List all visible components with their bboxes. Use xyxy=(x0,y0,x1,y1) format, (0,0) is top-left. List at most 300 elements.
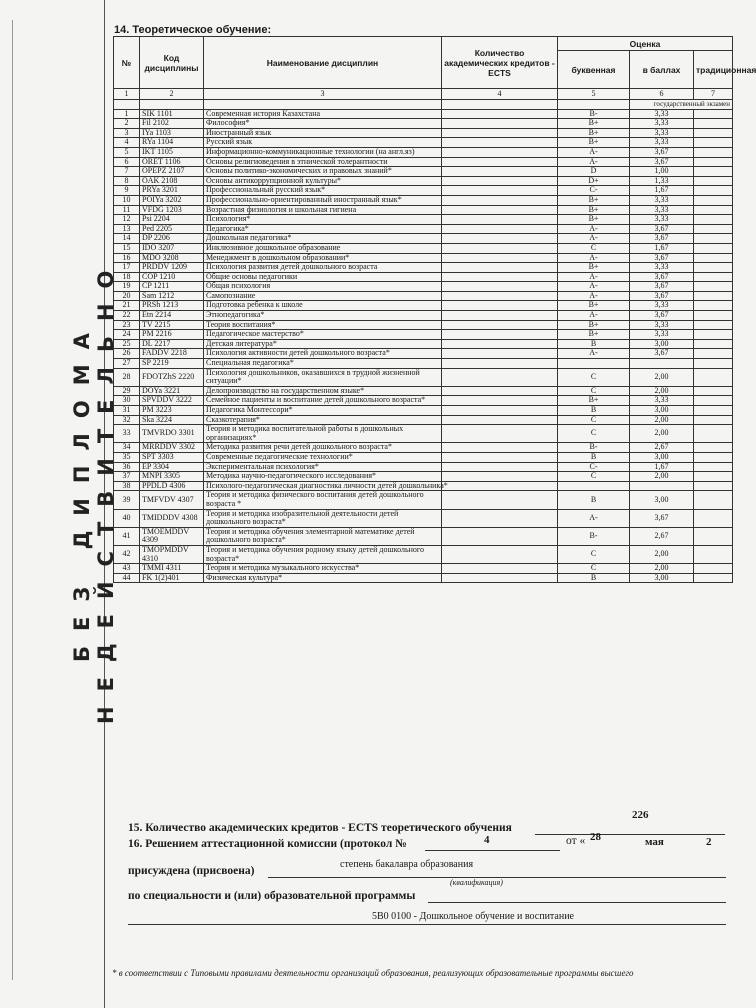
footer-spec xyxy=(128,890,415,902)
row-credits xyxy=(442,406,558,416)
row-name: Сказкотерапия* xyxy=(204,415,442,425)
row-name: Психология дошкольников, оказавшихся в трудной жизненной ситуации* xyxy=(204,368,442,386)
row-name: Современная история Казахстана xyxy=(204,109,442,119)
row-name: Теория и методика обучения элементарной математике детей дошкольного возраста* xyxy=(204,527,442,545)
row-trad xyxy=(694,195,733,205)
row-letter: C xyxy=(558,564,630,574)
row-code: SPT 3303 xyxy=(140,452,204,462)
header-trad: традиционная xyxy=(694,51,733,89)
col-number: 5 xyxy=(558,89,630,100)
table-row xyxy=(114,368,733,386)
section-title: 14. Теоретическое обучение: xyxy=(114,24,272,36)
row-trad xyxy=(694,301,733,311)
row-points xyxy=(630,481,694,491)
row-points: 2,67 xyxy=(630,527,694,545)
row-num: 12 xyxy=(114,215,140,225)
header-letter: буквенная xyxy=(558,51,630,89)
row-code: Psi 2204 xyxy=(140,215,204,225)
row-letter: B- xyxy=(558,109,630,119)
row-trad xyxy=(694,509,733,527)
degree-note: (квалификация) xyxy=(450,878,503,887)
row-letter: B xyxy=(558,491,630,509)
row-credits xyxy=(442,301,558,311)
margin-line-outer xyxy=(12,20,13,980)
row-num: 20 xyxy=(114,291,140,301)
row-name: Педагогика Монтессори* xyxy=(204,406,442,416)
row-credits xyxy=(442,291,558,301)
row-letter: B xyxy=(558,406,630,416)
row-letter: B+ xyxy=(558,128,630,138)
row-letter: A- xyxy=(558,157,630,167)
total-credits: 226 xyxy=(632,809,649,821)
row-name: Общие основы педагогики xyxy=(204,272,442,282)
row-code: DOYa 3221 xyxy=(140,386,204,396)
row-name: Методика развития речи детей дошкольного возраста* xyxy=(204,443,442,453)
row-name: Физическая культура* xyxy=(204,573,442,583)
row-code: TMMI 4311 xyxy=(140,564,204,574)
header-points: в баллах xyxy=(630,51,694,89)
row-credits xyxy=(442,119,558,129)
row-credits xyxy=(442,339,558,349)
row-letter: B+ xyxy=(558,263,630,273)
row-trad xyxy=(694,167,733,177)
row-points: 3,33 xyxy=(630,205,694,215)
row-code: IDO 3207 xyxy=(140,243,204,253)
row-credits xyxy=(442,167,558,177)
row-code: SIK 1101 xyxy=(140,109,204,119)
footer-prisv xyxy=(128,865,254,877)
row-trad xyxy=(694,224,733,234)
row-name: Профессиональный русский язык* xyxy=(204,186,442,196)
row-num: 24 xyxy=(114,330,140,340)
row-name: Самопознание xyxy=(204,291,442,301)
row-num: 19 xyxy=(114,282,140,292)
row-code: VFDG 1203 xyxy=(140,205,204,215)
row-points: 3,33 xyxy=(630,195,694,205)
row-points: 1,67 xyxy=(630,243,694,253)
row-num: 17 xyxy=(114,263,140,273)
row-name: Русский язык xyxy=(204,138,442,148)
row-code: PRSh 1213 xyxy=(140,301,204,311)
grades-table xyxy=(113,36,756,583)
row-name: Иностранный язык xyxy=(204,128,442,138)
row-trad xyxy=(694,491,733,509)
table-row xyxy=(114,311,733,321)
row-letter: C xyxy=(558,243,630,253)
row-trad xyxy=(694,186,733,196)
row-num: 6 xyxy=(114,157,140,167)
row-code: FK 1(2)401 xyxy=(140,573,204,583)
table-row xyxy=(114,491,733,509)
table-row xyxy=(114,282,733,292)
row-code: DP 2206 xyxy=(140,234,204,244)
row-credits xyxy=(442,224,558,234)
row-num: 33 xyxy=(114,425,140,443)
row-trad xyxy=(694,205,733,215)
row-code: OAK 2108 xyxy=(140,176,204,186)
row-num: 38 xyxy=(114,481,140,491)
row-name: Методика научно-педагогического исследования* xyxy=(204,472,442,482)
row-name: Философия* xyxy=(204,119,442,129)
row-name: Основы религиоведения в этнической толерантности xyxy=(204,157,442,167)
row-num: 3 xyxy=(114,128,140,138)
table-row xyxy=(114,573,733,583)
row-points: 3,00 xyxy=(630,406,694,416)
row-num: 44 xyxy=(114,573,140,583)
row-name: Основы антикоррупционной культуры* xyxy=(204,176,442,186)
row-points: 3,67 xyxy=(630,253,694,263)
row-points: 3,00 xyxy=(630,573,694,583)
table-row xyxy=(114,167,733,177)
row-code: MRRDDV 3302 xyxy=(140,443,204,453)
table-row xyxy=(114,215,733,225)
col-number: 7 xyxy=(694,89,733,100)
row-name: Общая психология xyxy=(204,282,442,292)
footer-line-16 xyxy=(128,838,407,850)
row-name: Современные педагогические технологии* xyxy=(204,452,442,462)
row-trad xyxy=(694,443,733,453)
row-num: 32 xyxy=(114,415,140,425)
row-letter: B+ xyxy=(558,119,630,129)
row-code: Ska 3224 xyxy=(140,415,204,425)
row-letter: D+ xyxy=(558,176,630,186)
row-credits xyxy=(442,253,558,263)
row-trad xyxy=(694,215,733,225)
row-letter: B xyxy=(558,452,630,462)
row-num: 18 xyxy=(114,272,140,282)
row-credits xyxy=(442,157,558,167)
row-letter: B+ xyxy=(558,320,630,330)
row-letter: C xyxy=(558,415,630,425)
row-credits xyxy=(442,205,558,215)
row-num: 21 xyxy=(114,301,140,311)
table-row xyxy=(114,425,733,443)
table-row xyxy=(114,545,733,563)
row-num: 7 xyxy=(114,167,140,177)
row-credits xyxy=(442,545,558,563)
row-code: PRYa 3201 xyxy=(140,186,204,196)
spec-underline xyxy=(428,902,726,903)
table-row xyxy=(114,472,733,482)
row-credits xyxy=(442,425,558,443)
footer-line-15 xyxy=(128,822,512,834)
row-points: 3,33 xyxy=(630,138,694,148)
row-trad xyxy=(694,545,733,563)
row-points: 2,00 xyxy=(630,472,694,482)
row-name: Психология развития детей дошкольного возраста xyxy=(204,263,442,273)
credits-underline xyxy=(535,834,725,835)
table-row xyxy=(114,330,733,340)
row-trad xyxy=(694,320,733,330)
protocol-year: 2 xyxy=(706,836,712,848)
row-letter: A- xyxy=(558,291,630,301)
row-points: 3,67 xyxy=(630,509,694,527)
row-code: MDO 3208 xyxy=(140,253,204,263)
row-letter: B+ xyxy=(558,195,630,205)
row-name: Дошкольная педагогика* xyxy=(204,234,442,244)
row-trad xyxy=(694,157,733,167)
column-number-row xyxy=(114,89,733,100)
row-num: 43 xyxy=(114,564,140,574)
row-trad xyxy=(694,109,733,119)
row-points: 1,67 xyxy=(630,186,694,196)
row-code: IYa 1103 xyxy=(140,128,204,138)
header-credits: Количество академических кредитов - ECTS xyxy=(442,37,558,89)
row-name: Теория воспитания* xyxy=(204,320,442,330)
spec-text: 5В0 0100 - Дошкольное обучение и воспитание xyxy=(372,911,574,922)
row-credits xyxy=(442,368,558,386)
row-code: MNPI 3305 xyxy=(140,472,204,482)
row-credits xyxy=(442,272,558,282)
row-name: Этнопедагогика* xyxy=(204,311,442,321)
row-points: 3,67 xyxy=(630,291,694,301)
row-num: 28 xyxy=(114,368,140,386)
row-name: Теория и методика обучения родному языку детей дошкольного возраста* xyxy=(204,545,442,563)
row-points: 2,00 xyxy=(630,545,694,563)
row-code: Sam 1212 xyxy=(140,291,204,301)
row-points: 3,33 xyxy=(630,320,694,330)
row-letter: B- xyxy=(558,527,630,545)
row-num: 14 xyxy=(114,234,140,244)
table-row xyxy=(114,147,733,157)
row-points: 3,33 xyxy=(630,263,694,273)
row-letter: C xyxy=(558,472,630,482)
row-letter: B- xyxy=(558,443,630,453)
row-name: Педагогическое мастерство* xyxy=(204,330,442,340)
row-trad xyxy=(694,128,733,138)
table-row xyxy=(114,119,733,129)
row-num: 1 xyxy=(114,109,140,119)
row-letter: D xyxy=(558,167,630,177)
row-trad xyxy=(694,138,733,148)
row-code: PRDDV 1209 xyxy=(140,263,204,273)
row-credits xyxy=(442,462,558,472)
row-code: PM 2216 xyxy=(140,330,204,340)
row-letter: B xyxy=(558,573,630,583)
row-num: 29 xyxy=(114,386,140,396)
row-num: 16 xyxy=(114,253,140,263)
row-trad xyxy=(694,386,733,396)
row-num: 35 xyxy=(114,452,140,462)
table-row xyxy=(114,195,733,205)
row-code: ORET 1106 xyxy=(140,157,204,167)
row-name: Психолого-педагогическая диагностика личности детей дошкольника* xyxy=(204,481,442,491)
row-letter: A- xyxy=(558,282,630,292)
row-trad xyxy=(694,368,733,386)
row-name: Специальная педагогика* xyxy=(204,359,442,369)
row-num: 23 xyxy=(114,320,140,330)
row-letter: B+ xyxy=(558,301,630,311)
row-num: 25 xyxy=(114,339,140,349)
spec-label: по специальности и (или) образовательной программы xyxy=(128,890,416,902)
row-letter: A- xyxy=(558,253,630,263)
row-points: 3,33 xyxy=(630,396,694,406)
protocol-number: 4 xyxy=(484,834,490,846)
row-credits xyxy=(442,138,558,148)
row-trad xyxy=(694,527,733,545)
footnote: * в соответствии с Типовыми правилами деятельности организаций образования, реализующих образовательные программы высшего xyxy=(112,968,634,978)
row-credits xyxy=(442,147,558,157)
row-credits xyxy=(442,491,558,509)
commission-label: 16. Решением аттестационной комиссии (протокол № xyxy=(128,838,407,850)
row-num: 34 xyxy=(114,443,140,453)
protocol-day: 28 xyxy=(590,831,601,843)
row-num: 26 xyxy=(114,349,140,359)
row-code: SP 2219 xyxy=(140,359,204,369)
row-code: TMOPMDDV 4310 xyxy=(140,545,204,563)
table-row xyxy=(114,527,733,545)
row-credits xyxy=(442,396,558,406)
row-letter: B+ xyxy=(558,205,630,215)
table-row xyxy=(114,186,733,196)
row-points: 2,00 xyxy=(630,564,694,574)
row-credits xyxy=(442,243,558,253)
state-exam-label: государственный экзамен xyxy=(630,100,733,110)
row-points: 3,00 xyxy=(630,491,694,509)
row-name: Педагогика* xyxy=(204,224,442,234)
row-points: 3,67 xyxy=(630,349,694,359)
row-letter xyxy=(558,359,630,369)
row-num: 4 xyxy=(114,138,140,148)
row-code: COP 1210 xyxy=(140,272,204,282)
row-points: 3,33 xyxy=(630,109,694,119)
row-trad xyxy=(694,462,733,472)
row-points xyxy=(630,359,694,369)
row-points: 3,33 xyxy=(630,128,694,138)
row-trad xyxy=(694,253,733,263)
col-number: 3 xyxy=(204,89,442,100)
row-points: 3,33 xyxy=(630,119,694,129)
row-credits xyxy=(442,263,558,273)
row-num: 36 xyxy=(114,462,140,472)
row-trad xyxy=(694,564,733,574)
row-trad xyxy=(694,147,733,157)
row-code: Etn 2214 xyxy=(140,311,204,321)
degree-text: степень бакалавра образования xyxy=(340,859,474,870)
row-name: Менеджмент в дошкольном образовании* xyxy=(204,253,442,263)
row-name: Основы политико-экономических и правовых знаний* xyxy=(204,167,442,177)
row-code: TMOEMDDV 4309 xyxy=(140,527,204,545)
row-credits xyxy=(442,186,558,196)
row-code: PPDLD 4306 xyxy=(140,481,204,491)
header-grade-group: Оценка xyxy=(558,37,733,51)
row-code: TMIDDDV 4308 xyxy=(140,509,204,527)
row-trad xyxy=(694,452,733,462)
row-credits xyxy=(442,349,558,359)
row-letter: C xyxy=(558,386,630,396)
row-name: Подготовка ребенка к школе xyxy=(204,301,442,311)
row-code: IKT 1105 xyxy=(140,147,204,157)
row-trad xyxy=(694,573,733,583)
row-credits xyxy=(442,195,558,205)
row-letter: A- xyxy=(558,272,630,282)
row-num: 22 xyxy=(114,311,140,321)
table-row xyxy=(114,234,733,244)
row-letter: C xyxy=(558,425,630,443)
row-letter: A- xyxy=(558,147,630,157)
row-name: Психология* xyxy=(204,215,442,225)
row-name: Детская литература* xyxy=(204,339,442,349)
row-points: 3,67 xyxy=(630,272,694,282)
row-name: Теория и методика воспитательной работы в дошкольных организациях* xyxy=(204,425,442,443)
protocol-month: мая xyxy=(645,836,664,848)
row-code: CP 1211 xyxy=(140,282,204,292)
row-credits xyxy=(442,311,558,321)
row-credits xyxy=(442,415,558,425)
row-trad xyxy=(694,330,733,340)
row-code: TMFVDV 4307 xyxy=(140,491,204,509)
row-code: PM 3223 xyxy=(140,406,204,416)
row-name: Теория и методика музыкального искусства* xyxy=(204,564,442,574)
row-letter: A- xyxy=(558,349,630,359)
row-letter: A- xyxy=(558,224,630,234)
row-code: DL 2217 xyxy=(140,339,204,349)
row-num: 11 xyxy=(114,205,140,215)
row-code: TV 2215 xyxy=(140,320,204,330)
row-credits xyxy=(442,128,558,138)
row-points: 1,67 xyxy=(630,462,694,472)
row-letter: A- xyxy=(558,509,630,527)
row-points: 3,67 xyxy=(630,147,694,157)
row-trad xyxy=(694,425,733,443)
row-code: SPVDDV 3222 xyxy=(140,396,204,406)
row-credits xyxy=(442,452,558,462)
row-code: TMVRDO 3301 xyxy=(140,425,204,443)
row-code: RYa 1104 xyxy=(140,138,204,148)
table-row xyxy=(114,509,733,527)
row-letter: C xyxy=(558,368,630,386)
row-trad xyxy=(694,406,733,416)
state-exam-row xyxy=(114,100,733,110)
row-trad xyxy=(694,263,733,273)
row-credits xyxy=(442,320,558,330)
row-num: 2 xyxy=(114,119,140,129)
row-points: 1,33 xyxy=(630,176,694,186)
row-code: FDOTZhS 2220 xyxy=(140,368,204,386)
header-code: Код дисциплины xyxy=(140,37,204,89)
row-trad xyxy=(694,349,733,359)
row-credits xyxy=(442,359,558,369)
row-name: Возрастная физиология и школьная гигиена xyxy=(204,205,442,215)
row-trad xyxy=(694,176,733,186)
row-num: 30 xyxy=(114,396,140,406)
row-code: Ped 2205 xyxy=(140,224,204,234)
row-trad xyxy=(694,272,733,282)
row-trad xyxy=(694,291,733,301)
row-points: 2,67 xyxy=(630,443,694,453)
row-num: 5 xyxy=(114,147,140,157)
col-number: 2 xyxy=(140,89,204,100)
row-num: 42 xyxy=(114,545,140,563)
row-letter: B+ xyxy=(558,330,630,340)
row-name: Теория и методика изобразительной деятельности детей дошкольного возраста* xyxy=(204,509,442,527)
row-num: 39 xyxy=(114,491,140,509)
row-letter: A- xyxy=(558,234,630,244)
row-points: 3,00 xyxy=(630,339,694,349)
row-points: 3,67 xyxy=(630,311,694,321)
protocol-underline xyxy=(425,850,560,851)
row-points: 3,67 xyxy=(630,282,694,292)
row-points: 1,00 xyxy=(630,167,694,177)
row-credits xyxy=(442,472,558,482)
row-trad xyxy=(694,472,733,482)
col-number: 1 xyxy=(114,89,140,100)
table-row xyxy=(114,564,733,574)
row-credits xyxy=(442,386,558,396)
row-name: Профессионально-ориентированный иностранный язык* xyxy=(204,195,442,205)
row-credits xyxy=(442,176,558,186)
table-row xyxy=(114,359,733,369)
